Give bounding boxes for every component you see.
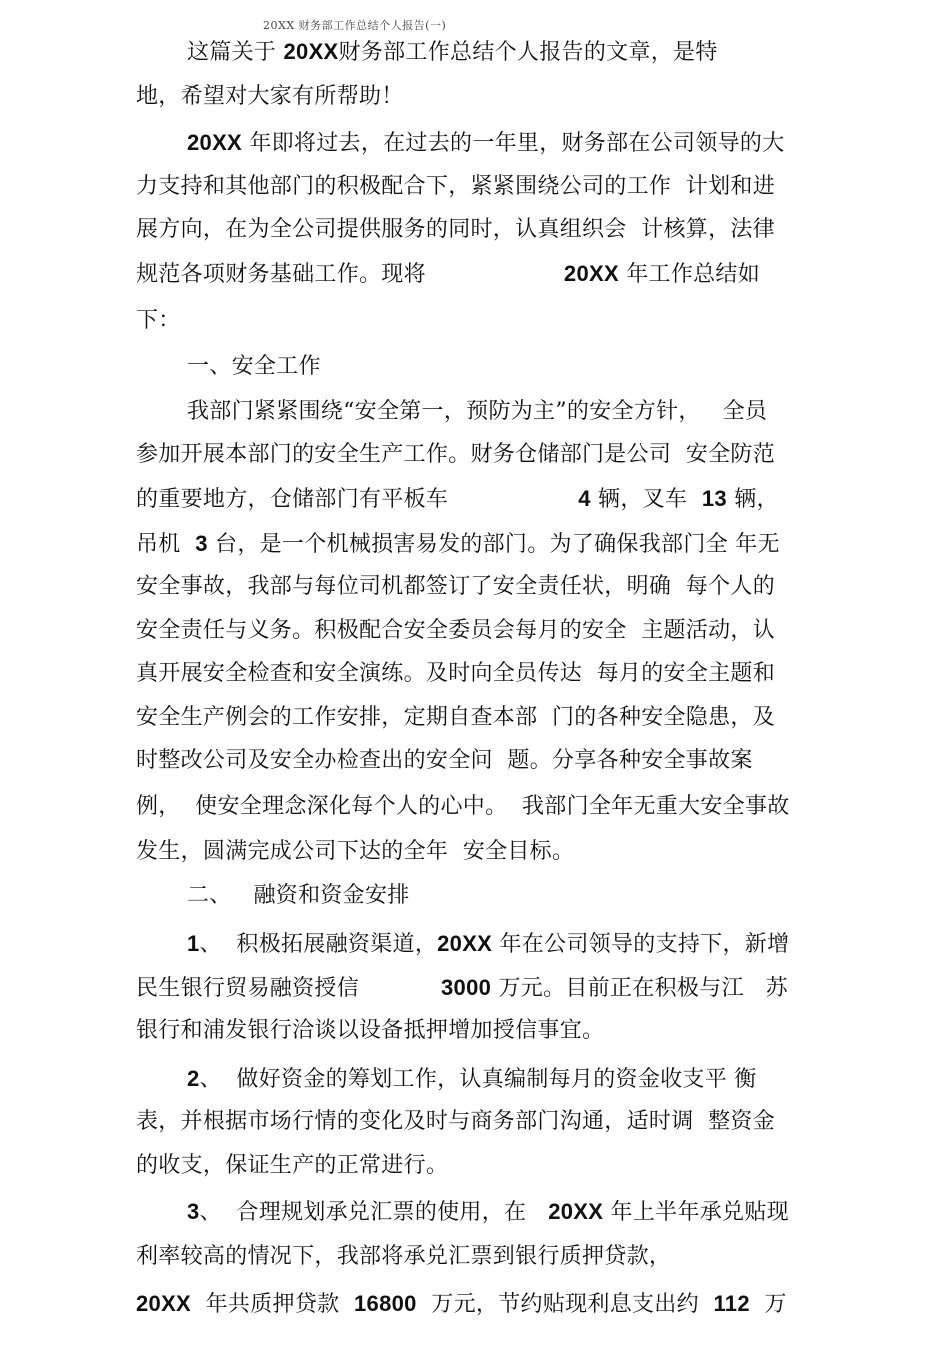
summary-line-3: 展方向，在为全公司提供服务的同时，认真组织会 计核算，法律 [136, 217, 775, 242]
section-2-item-1-line-2: 民生银行贸易融资授信 3000 万元。目前正在积极与江 苏 [136, 975, 788, 1001]
section-1-line-7: 真开展安全检查和安全演练。及时向全员传达 每月的安全主题和 [136, 661, 775, 686]
section-1-line-1: 我部门紧紧围绕“安全第一，预防为主”的安全方针， 全员 [187, 399, 768, 424]
section-1-line-3: 的重要地方，仓储部门有平板车 4 辆，叉车 13 辆， [136, 486, 779, 512]
summary-line-4: 规范各项财务基础工作。现将 20XX 年工作总结如 [136, 261, 761, 287]
section-1-line-9: 时整改公司及安全办检查出的安全问 题。分享各种安全事故案 [136, 748, 753, 773]
intro-line-2: 地，希望对大家有所帮助！ [136, 84, 404, 109]
section-1-line-4: 吊机 3 台，是一个机械损害易发的部门。为了确保我部门全 年无 [136, 531, 780, 557]
section-2-item-2-line-1: 2、 做好资金的筹划工作，认真编制每月的资金收支平 衡 [187, 1066, 757, 1092]
running-header: 20XX 财务部工作总结个人报告(一) [263, 19, 447, 32]
section-2-item-3-line-1: 3、 合理规划承兑汇票的使用，在 20XX 年上半年承兑贴现 [187, 1199, 789, 1225]
summary-line-5: 下： [136, 308, 181, 333]
section-2-item-3-line-3: 20XX 年共质押贷款 16800 万元，节约贴现利息支出约 112 万 [136, 1291, 787, 1317]
intro-line-1: 这篇关于 20XX财务部工作总结个人报告的文章，是特 [187, 39, 718, 65]
summary-line-1: 20XX 年即将过去，在过去的一年里，财务部在公司领导的大 [187, 130, 785, 156]
section-1-line-2: 参加开展本部门的安全生产工作。财务仓储部门是公司 安全防范 [136, 442, 775, 467]
section-1-line-5: 安全事故，我部与每位司机都签订了安全责任状，明确 每个人的 [136, 574, 775, 599]
section-2-item-2-line-2: 表，并根据市场行情的变化及时与商务部门沟通，适时调 整资金 [136, 1109, 775, 1134]
section-2-heading: 二、 融资和资金安排 [187, 883, 410, 908]
section-1-line-8: 安全生产例会的工作安排，定期自查本部 门的各种安全隐患，及 [136, 705, 775, 730]
section-1-line-10: 例， 使安全理念深化每个人的心中。 我部门全年无重大安全事故 [136, 794, 790, 819]
section-2-item-3-line-2: 利率较高的情况下，我部将承兑汇票到银行质押贷款， [136, 1244, 672, 1269]
summary-line-2: 力支持和其他部门的积极配合下，紧紧围绕公司的工作 计划和进 [136, 174, 775, 199]
section-2-item-1-line-1: 1、 积极拓展融资渠道，20XX 年在公司领导的支持下，新增 [187, 931, 790, 957]
section-1-line-6: 安全责任与义务。积极配合安全委员会每月的安全 主题活动，认 [136, 618, 775, 643]
section-2-item-1-line-3: 银行和浦发银行洽谈以设备抵押增加授信事宜。 [136, 1018, 605, 1043]
section-1-heading: 一、安全工作 [187, 354, 321, 379]
section-2-item-2-line-3: 的收支，保证生产的正常进行。 [136, 1153, 449, 1178]
section-1-line-11: 发生，圆满完成公司下达的全年 安全目标。 [136, 839, 575, 864]
